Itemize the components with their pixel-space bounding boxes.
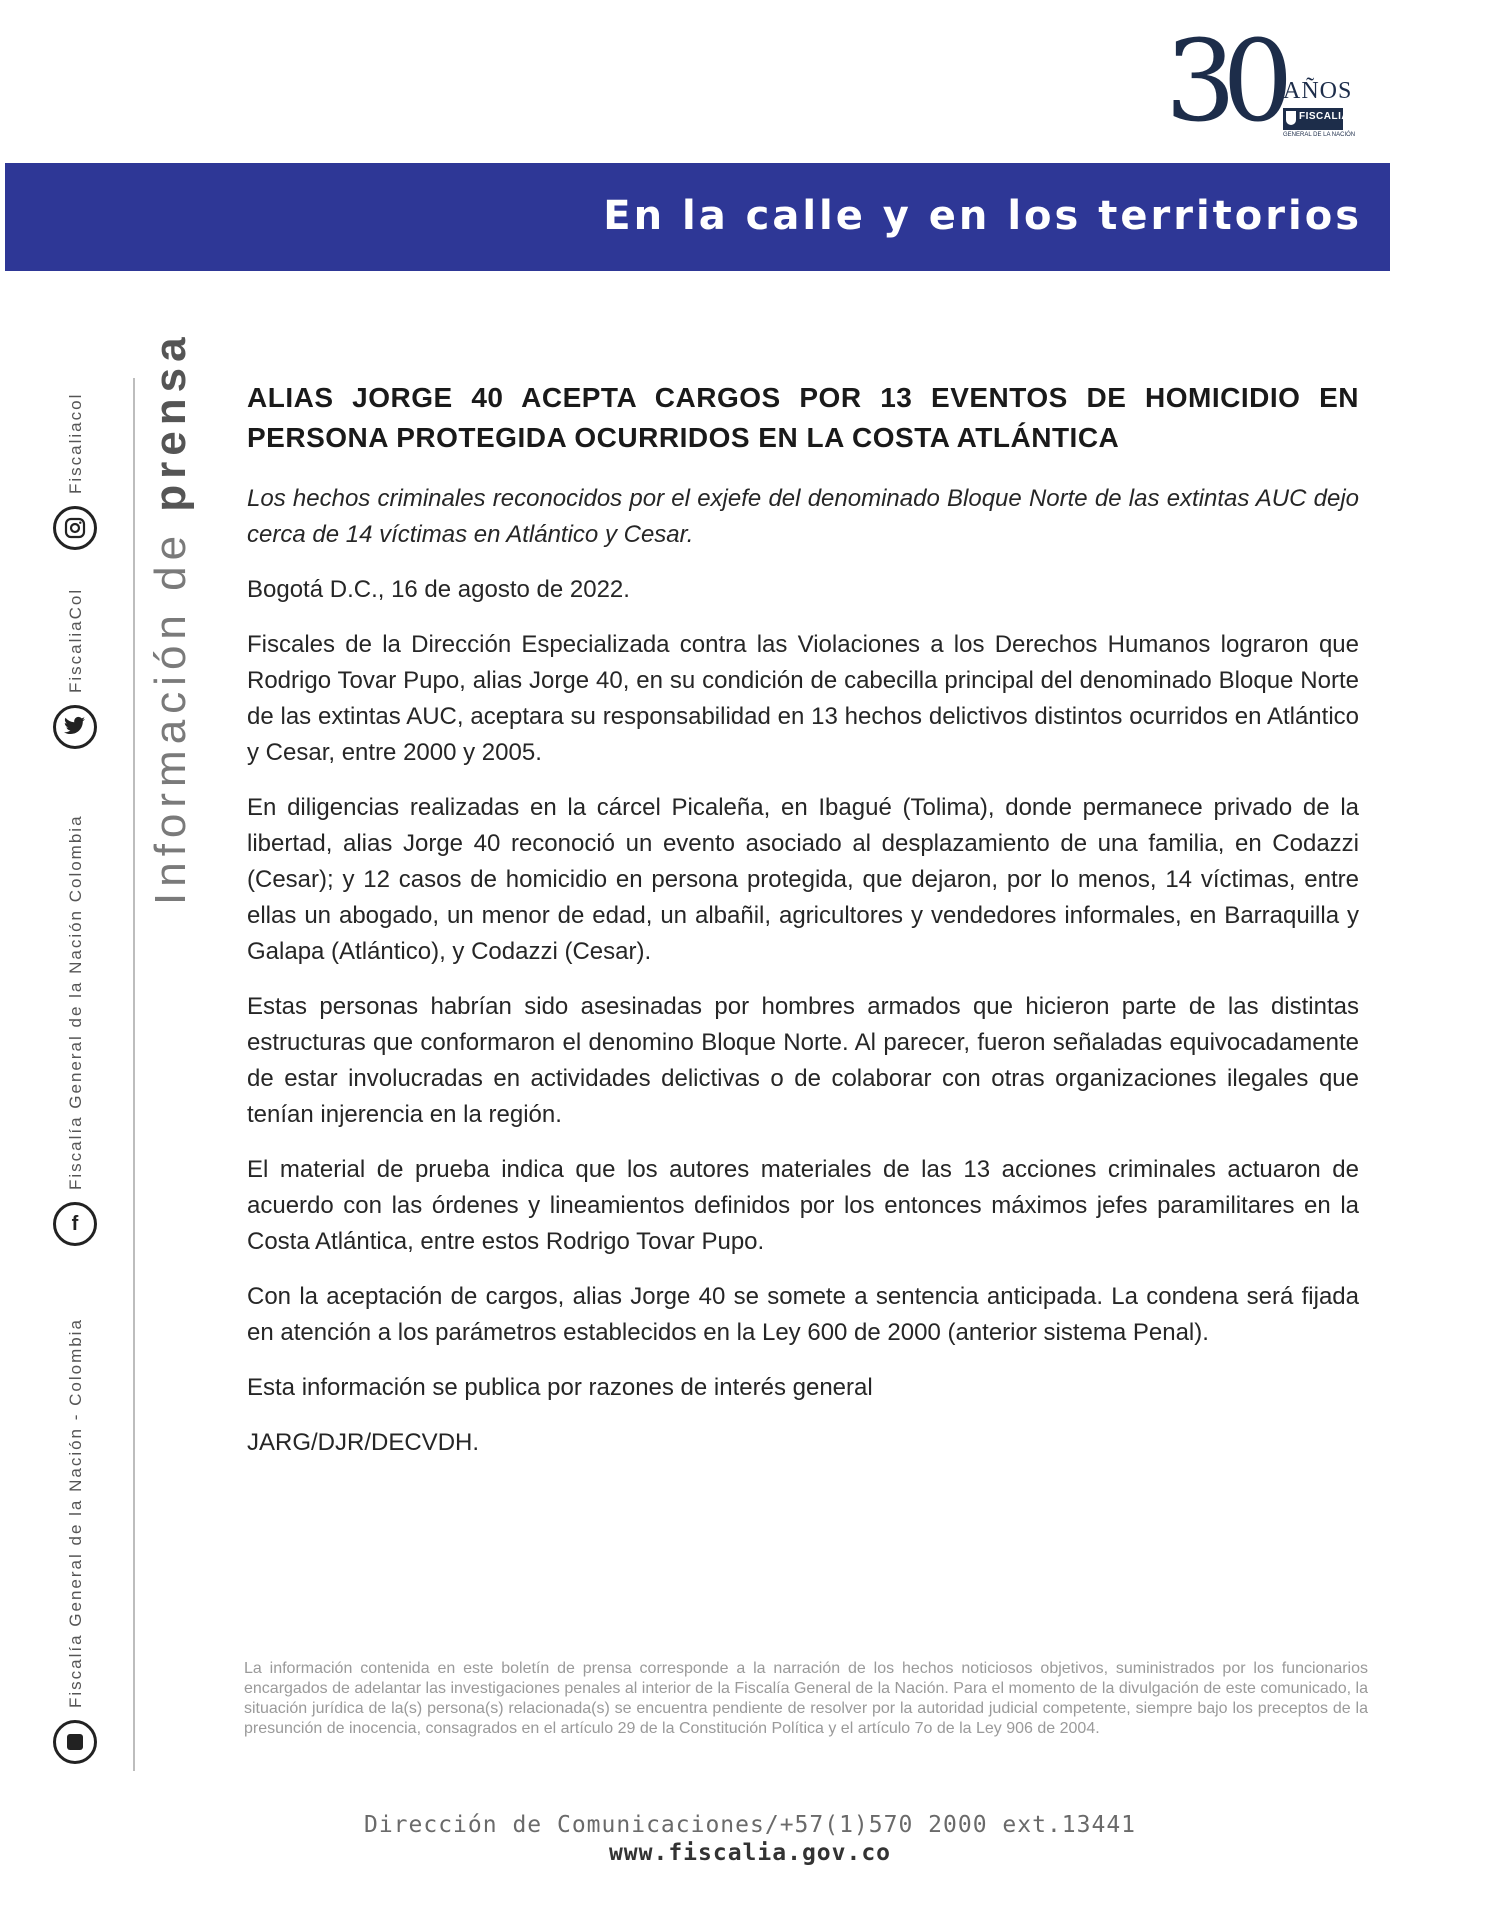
logo-number: 30 — [1165, 17, 1280, 147]
signature-initials: JARG/DJR/DECVDH. — [247, 1429, 480, 1456]
header-banner — [5, 163, 1390, 271]
press-info-bold: prensa — [146, 331, 195, 512]
facebook-icon[interactable]: f — [53, 1202, 97, 1246]
headline: ALIAS JORGE 40 ACEPTA CARGOS POR 13 EVENTOS DE HOMICIDIO EN PERSONA PROTEGIDA OCURRIDOS EN LA COSTA ATLÁNTICA — [247, 382, 1359, 453]
contact-line: Dirección de Comunicaciones/+57(1)570 2000 ext.13441 — [363, 1812, 1137, 1838]
instagram-handle[interactable]: Fiscaliacol — [66, 392, 85, 494]
fiscalia-brand-mark — [1283, 108, 1350, 130]
facebook-page[interactable]: Fiscalía General de la Nación Colombia — [66, 814, 85, 1190]
logo-brand-text: FISCALIA — [1299, 111, 1350, 122]
paragraph: En diligencias realizadas en la cárcel Picaleña, en Ibagué (Tolima), donde permanece privado de la libertad, alias Jorge 40 reconoció un evento asociado al desplazamiento de una familia, en Codazzi (Cesar); y 12 casos de homicidio en persona protegida, que dejaron, por lo menos, 14 víctimas, entre ellas un abogado, un menor de edad, un albañil, agricultores y vendedores informales, en Barraquilla y Galapa (Atlántico), y Codazzi (Cesar). — [247, 794, 1359, 965]
logo-30-anos — [1165, 17, 1375, 152]
paragraph: Estas personas habrían sido asesinadas por hombres armados que hicieron parte de las distintas estructuras que conformaron el denomino Bloque Norte. Al parecer, fueron señaladas equivocadamente de estar involucradas en actividades delictivas o de colaborar con otras organizaciones ilegales que tenían injerencia en la región. — [247, 993, 1359, 1128]
paragraph: El material de prueba indica que los autores materiales de las 13 acciones criminales actuaron de acuerdo con las órdenes y lineamientos definidos por los entonces máximos jefes paramilitares en la Costa Atlántica, entre estos Rodrigo Tovar Pupo. — [247, 1156, 1359, 1255]
logo-suffix: AÑOS — [1283, 78, 1353, 104]
paragraph: Fiscales de la Dirección Especializada contra las Violaciones a los Derechos Humanos lograron que Rodrigo Tovar Pupo, alias Jorge 40, en su condición de cabecilla principal del denominado Bloque Norte de las extintas AUC, aceptara su responsabilidad en 13 hechos delictivos distintos ocurridos en Atlántico y Cesar, entre 2000 y 2005. — [247, 631, 1359, 766]
side-divider — [133, 378, 135, 1771]
shield-icon — [1286, 111, 1296, 125]
closing-note: Esta información se publica por razones de interés general — [247, 1374, 873, 1401]
paragraph: Con la aceptación de cargos, alias Jorge 40 se somete a sentencia anticipada. La condena será fijada en atención a los parámetros establecidos en la Ley 600 de 2000 (anterior sistema Penal). — [247, 1283, 1359, 1346]
legal-disclaimer: La información contenida en este boletín de prensa corresponde a la narración de los hechos noticiosos objetivos, suministrados por los funcionarios encargados de adelantar las investigaciones penales al interior de la Fiscalía General de la Nación. Para el momento de la divulgación de este comunicado, la situación jurídica de la(s) persona(s) relacionada(s) se encuentra pendiente de resolver por la autoridad judicial competente, siempre bajo los preceptos de la presunción de inocencia, consagrados en el artículo 29 de la Constitución Política y el artículo 7o de la Ley 906 de 2004. — [244, 1660, 1368, 1737]
instagram-icon[interactable] — [53, 506, 97, 550]
logo-tagline: GENERAL DE LA NACIÓN — [1283, 132, 1356, 138]
youtube-channel[interactable]: Fiscalía General de la Nación - Colombia — [66, 1318, 85, 1708]
press-info-label — [146, 331, 196, 905]
website-link[interactable]: www.fiscalia.gov.co — [608, 1840, 892, 1866]
banner-slogan: En la calle y en los territorios — [603, 193, 1362, 239]
twitter-icon[interactable] — [53, 705, 97, 749]
subtitle: Los hechos criminales reconocidos por el exjefe del denominado Bloque Norte de las extintas AUC dejo cerca de 14 víctimas en Atlántico y Cesar. — [247, 485, 1359, 548]
press-release-body — [247, 378, 1359, 1480]
twitter-handle[interactable]: FiscaliaCol — [66, 587, 85, 693]
press-info-prefix: Información de — [146, 529, 195, 905]
youtube-icon[interactable] — [53, 1720, 97, 1764]
dateline: Bogotá D.C., 16 de agosto de 2022. — [247, 576, 630, 603]
